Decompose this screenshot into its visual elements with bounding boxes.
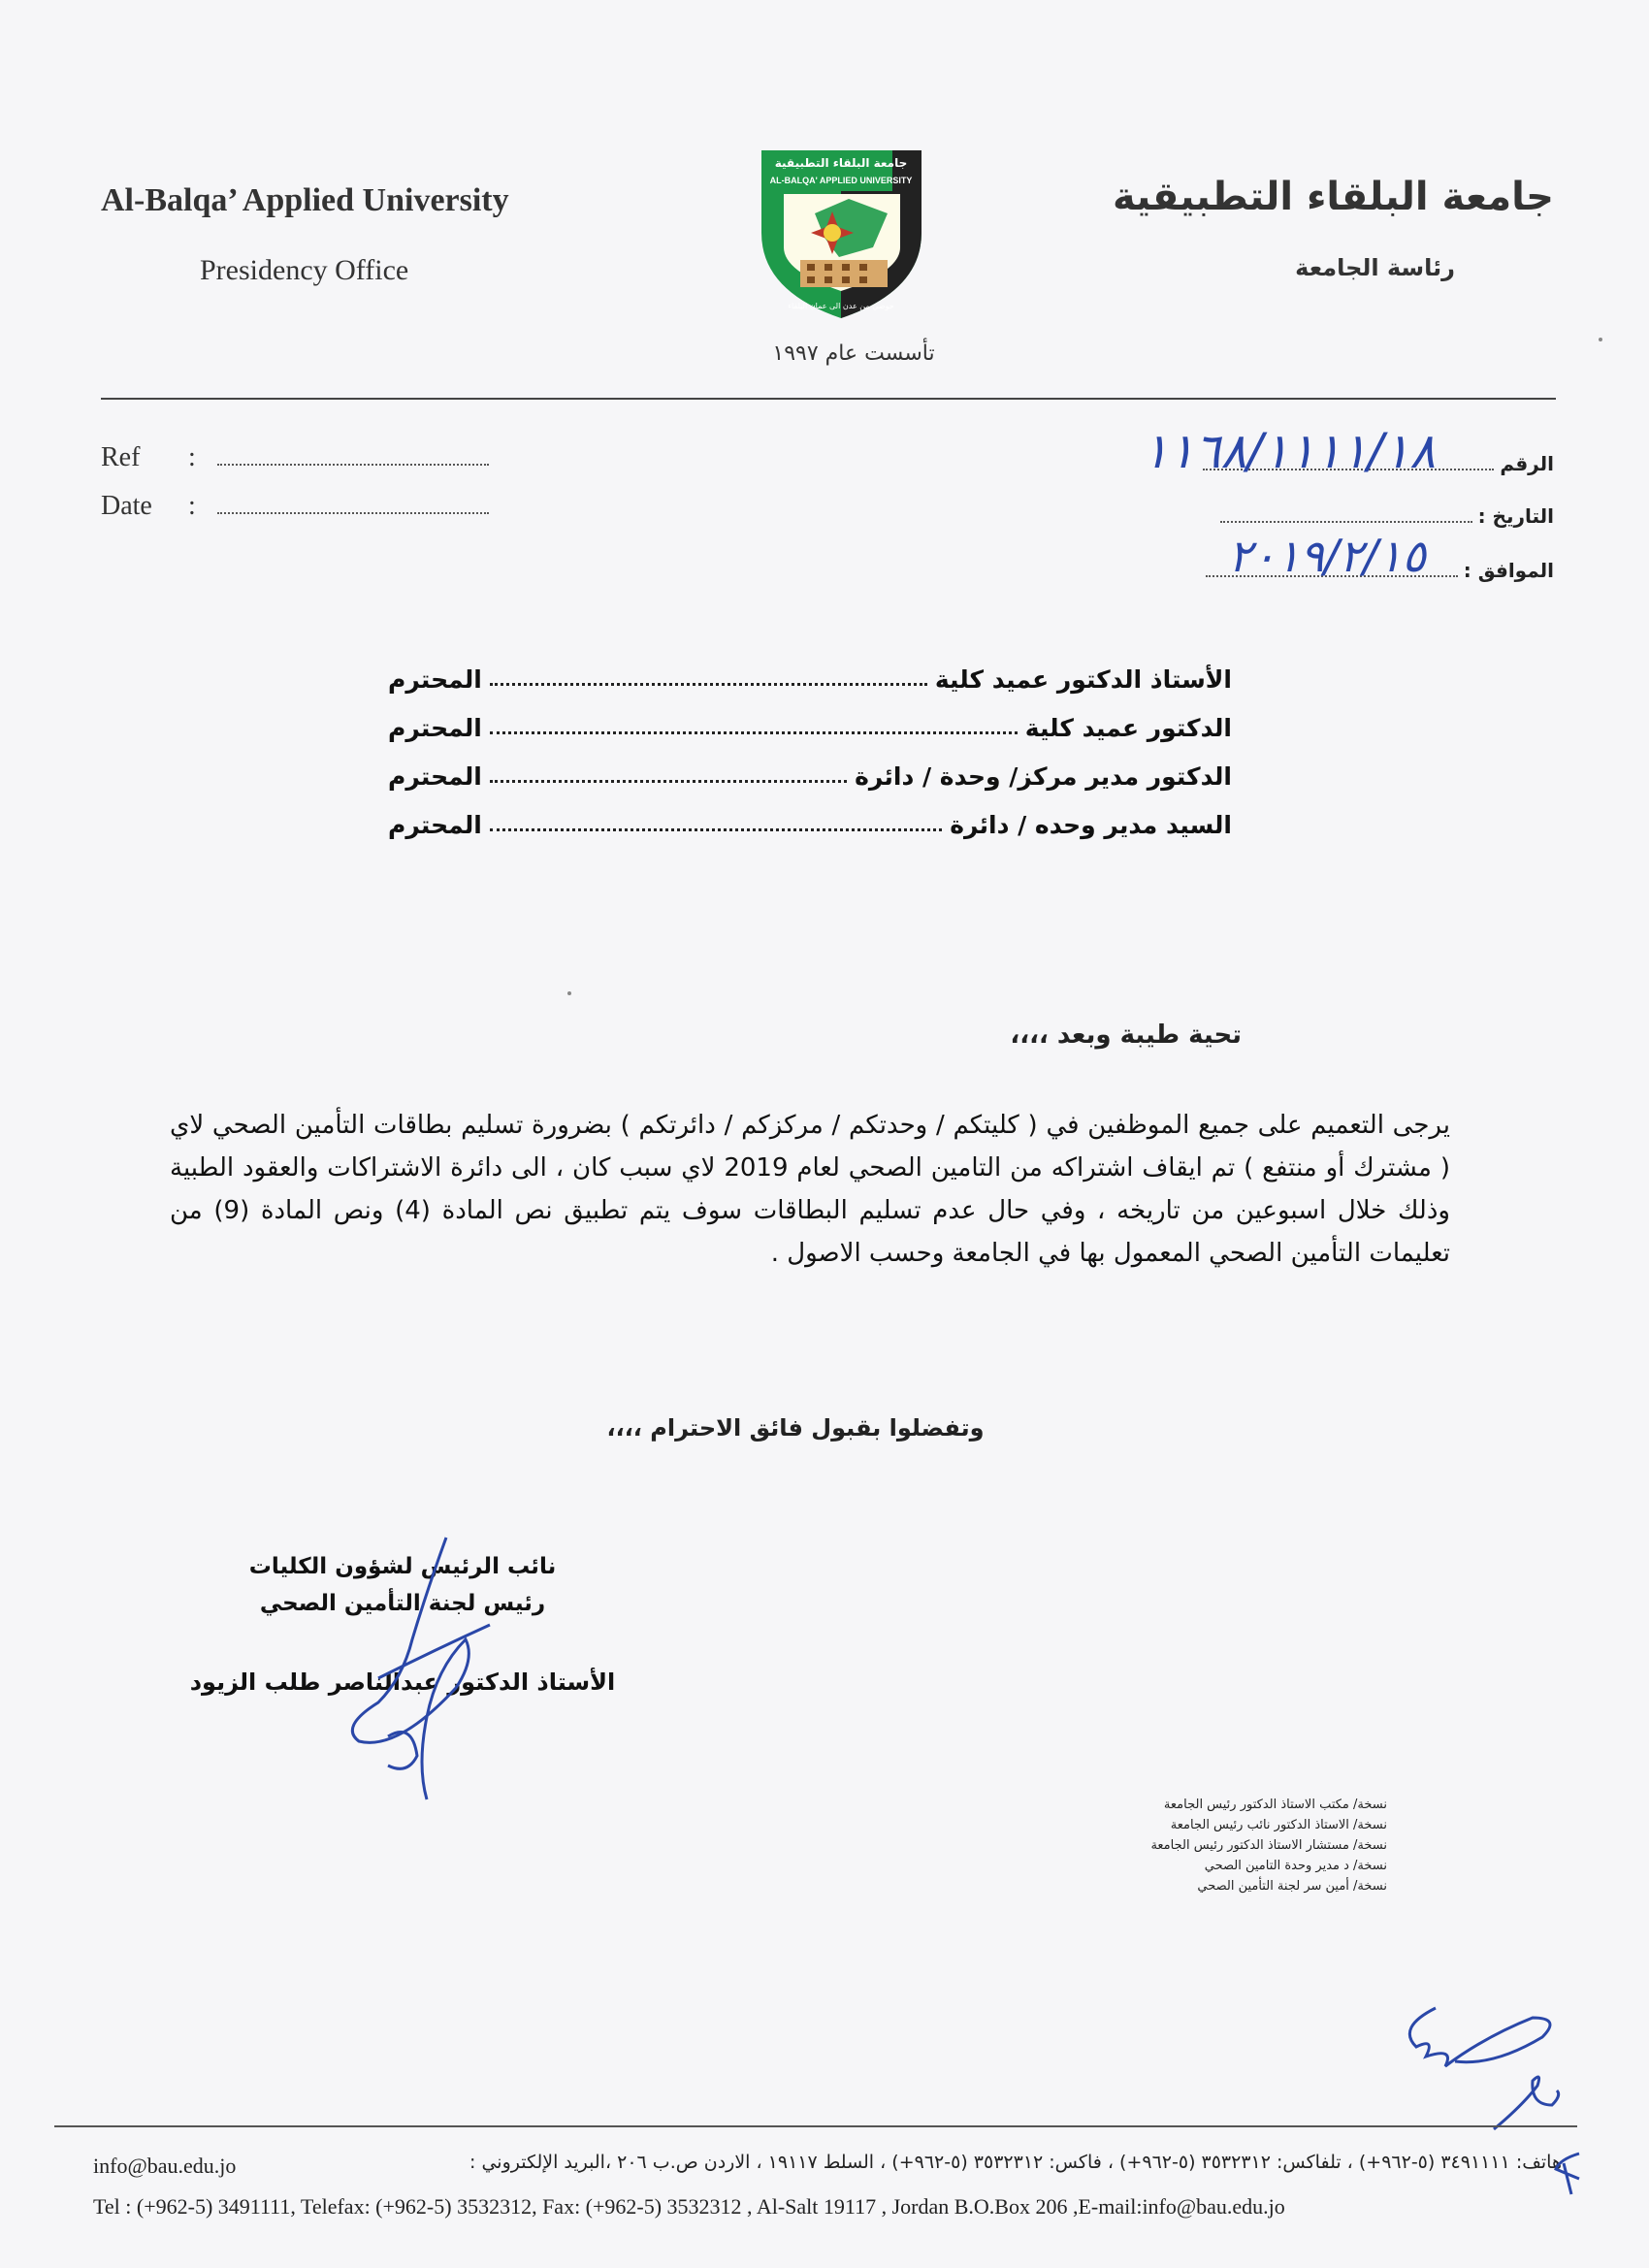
scan-speck [1599,338,1602,341]
logo-text-ar: جامعة البلقاء التطبيقية [774,156,908,170]
cc-item: نسخة/ مكتب الاستاذ الدكتور رئيس الجامعة [1163,1798,1387,1812]
signatory-title-2: رئيس لجنة التأمين الصحي [259,1591,546,1616]
footer-contact-en: Tel : (+962-5) 3491111, Telefax: (+962-5) 3532312, Fax: (+962-5) 3532312 , Al-Salt 19117 , Jordan B.O.Box 206 ,E-mail:info@bau.edu.jo [93,2194,1285,2219]
ref-blank [217,446,489,466]
handwritten-number: ١١٦٨/١١١١/١٨ [1142,423,1436,479]
handwritten-date: ٢٠١٩/٢/١٥ [1228,530,1426,582]
date-blank [217,495,489,514]
recipient-line [388,762,1232,791]
recipient-suffix: المحترم [388,762,482,791]
recipient-line [388,714,1232,742]
recipient-title: الدكتور مدير مركز/ وحدة / دائرة [855,762,1232,791]
recipient-suffix: المحترم [388,811,482,839]
ref-label: Ref [101,442,141,472]
scan-speck [567,991,571,995]
recipient-title: الأستاذ الدكتور عميد كلية [934,665,1232,694]
signatory-name: الأستاذ الدكتور عبدالناصر طلب الزيود [189,1669,616,1696]
footer-divider [54,2125,1577,2127]
cc-item: نسخة/ د مدير وحدة التامين الصحي [1204,1859,1387,1873]
university-name-ar: جامعة البلقاء التطبيقية [1113,175,1554,219]
corresponding-label-ar: الموافق : [1463,559,1554,582]
recipient-line [388,811,1232,839]
recipient-dots [490,714,1018,734]
cc-item: نسخة/ الاستاذ الدكتور نائب رئيس الجامعة [1170,1818,1387,1832]
date-field-ar [1220,504,1554,528]
handwritten-initials-icon [1377,1989,1591,2134]
signatory-title-1: نائب الرئيس لشؤون الكليات [248,1554,557,1579]
greeting: تحية طيبة وبعد ،،،، [1010,1021,1242,1050]
logo-text-en: AL-BALQA' APPLIED UNIVERSITY [769,176,913,185]
recipient-line [388,665,1232,694]
header-divider [101,398,1556,400]
date-field [101,491,489,522]
office-name-ar: رئاسة الجامعة [1295,254,1455,281]
date-label-ar: التاريخ : [1477,504,1554,528]
founded-year: تأسست عام ١٩٩٧ [772,341,935,366]
handwritten-signature-icon [320,1533,504,1804]
closing-phrase: وتفضلوا بقبول فائق الاحترام ،،،، [606,1414,985,1442]
recipient-dots [490,811,942,831]
cc-list [1150,1795,1387,1896]
letter-body: يرجى التعميم على جميع الموظفين في ( كليتكم / وحدتكم / مركزكم / دائرتكم ) بضرورة تسليم بطاقات التأمين الصحي لاي ( مشترك أو منتفع ) تم ايقاف اشتراكه من التامين الصحي لعام 2019 لاي سبب كان ، الى دائرة الاشتراكات والعقود الطبية وذلك خلال اسبوعين من تاريخه ، وفي حال عدم تسليم البطاقات سوف يتم تطبيق نص المادة (4) ونص المادة (9) من تعليمات التأمين الصحي المعمول بها في الجامعة وحسب الاصول . [170,1111,1450,1268]
cc-item: نسخة/ أمين سر لجنة التأمين الصحي [1197,1879,1387,1894]
recipient-title: السيد مدير وحده / دائرة [950,811,1232,839]
handwritten-mark-icon [1550,2146,1585,2200]
date-colon: : [188,491,196,521]
cc-item: نسخة/ مستشار الاستاذ الدكتور رئيس الجامعة [1150,1838,1387,1853]
recipient-suffix: المحترم [388,665,482,694]
recipient-dots [490,665,927,686]
number-label-ar: الرقم [1500,452,1554,475]
university-name-en: Al-Balqa’ Applied University [101,182,509,218]
ref-field [101,442,489,473]
ref-colon: : [188,442,196,472]
recipient-suffix: المحترم [388,714,482,742]
logo-motto: حوضي من عدن الى عمان البلقاء [788,302,894,310]
office-name-en: Presidency Office [200,254,409,286]
footer-email[interactable]: info@bau.edu.jo [93,2154,237,2178]
university-logo-icon [757,146,926,320]
date-label: Date [101,491,152,521]
footer-contact-ar: هاتف: ٣٤٩١١١١ (٥-٩٦٢+) ، تلفاكس: ٣٥٣٢٣١٢ (٥-٩٦٢+) ، فاكس: ٣٥٣٢٣١٢ (٥-٩٦٢+) ، السلط ١٩١١٧ ، الاردن ص.ب ٢٠٦ ،البريد الإلكتروني : [469,2152,1562,2173]
date-blank-ar [1220,507,1472,523]
recipient-dots [490,762,847,783]
recipient-title: الدكتور عميد كلية [1024,714,1232,742]
